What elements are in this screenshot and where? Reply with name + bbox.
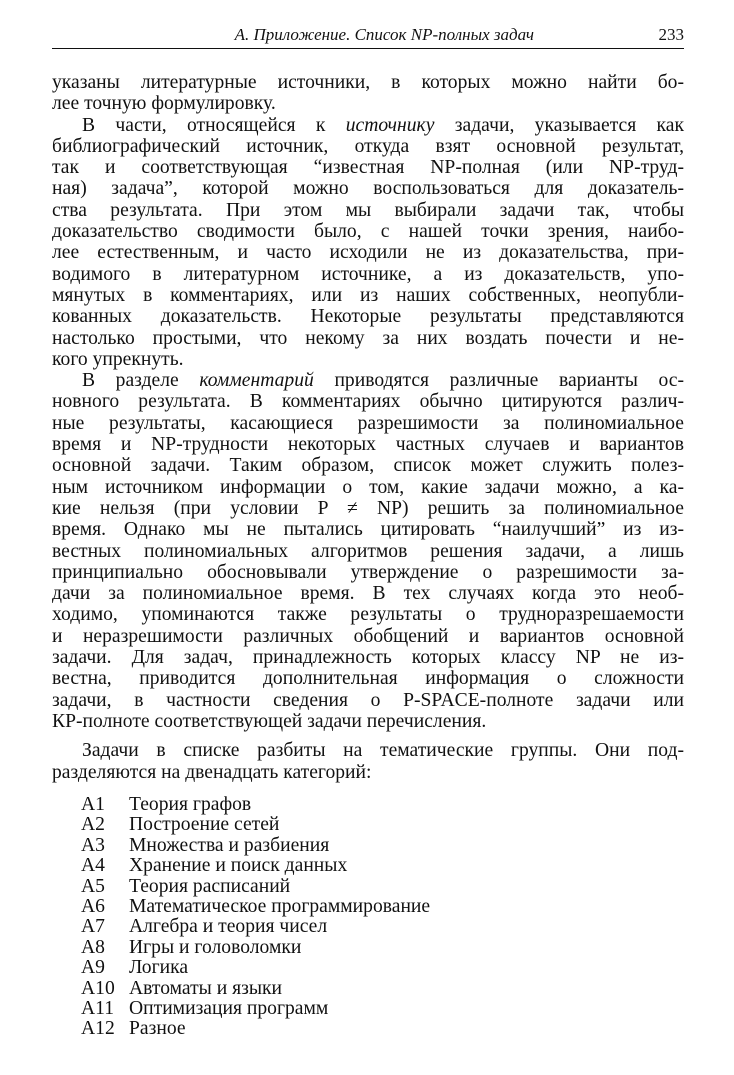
text-line: водимого в литературном источнике, а из доказательств, упо- (52, 263, 684, 285)
text-line: ные результаты, касающиеся разрешимости за полиномиальное (52, 412, 684, 434)
category-code: A8 (81, 936, 105, 958)
text-line: ным источником информации о том, какие задачи можно, а ка- (52, 476, 684, 498)
term-comment: комментарий (199, 370, 314, 392)
text-line: настолько простыми, что некому за них воздать почести и не- (52, 327, 684, 349)
text-line: принципиально обосновывали утверждение о разрешимости за- (52, 561, 684, 583)
text-line: ства результата. При этом мы выбирали задачи так, чтобы (52, 199, 684, 221)
category-code: A9 (81, 957, 105, 979)
list-item (81, 917, 430, 937)
text-line: дачи за полиномиальное время. В тех случаях когда это необ- (52, 583, 684, 605)
category-label: Игры и головоломки (129, 936, 302, 958)
text-span: В части, относящейся к (82, 114, 326, 136)
category-list (81, 795, 430, 1040)
category-label: Построение сетей (129, 814, 280, 836)
page-number: 233 (658, 25, 684, 44)
list-item (81, 856, 430, 876)
list-item (81, 958, 430, 978)
list-item (81, 999, 430, 1019)
text-line: доказательство сводимости было, с нашей точки зрения, наибо- (52, 221, 684, 243)
list-item (81, 1019, 430, 1039)
category-code: A2 (81, 814, 105, 836)
list-item (81, 979, 430, 999)
running-title: А. Приложение. Список NP-полных задач (234, 25, 534, 44)
text-line: кованных доказательств. Некоторые результаты представляются (52, 306, 684, 328)
category-code: A6 (81, 896, 105, 918)
text-span: приводятся различные варианты ос- (334, 370, 684, 392)
category-label: Математическое программирование (129, 896, 431, 918)
text-line: время и NP-трудности некоторых частных случаев и вариантов (52, 434, 684, 456)
category-label: Теория графов (129, 794, 252, 815)
category-code: A1 (81, 794, 105, 815)
list-item (81, 795, 430, 815)
text-line: задачи. Для задач, принадлежность которых классу NP не из- (52, 647, 684, 669)
category-label: Разное (129, 1018, 186, 1040)
text-line: основной задачи. Таким образом, список может служить полез- (52, 455, 684, 477)
text-line: Задачи в списке разбиты на тематические группы. Они под- (82, 740, 684, 762)
category-label: Логика (129, 957, 189, 979)
text-span: В разделе (82, 370, 179, 392)
category-label: Множества и разбиения (129, 834, 330, 856)
text-line: вестных полиномиальных алгоритмов решения задачи, а лишь (52, 540, 684, 562)
category-label: Алгебра и теория чисел (129, 916, 328, 938)
term-source: источнику (345, 114, 435, 136)
text-line: задачи, в частности сведения о P-SPACE-полноте задачи или (52, 689, 684, 711)
category-label: Хранение и поиск данных (129, 855, 348, 877)
text-line: кие нельзя (при условии P ≠ NP) решить за полиномиальное (52, 497, 684, 519)
text-line: мянутых в комментариях, или из наших собственных, неопубли- (52, 284, 684, 306)
category-label: Оптимизация программ (129, 998, 329, 1020)
category-label: Теория расписаний (129, 875, 291, 897)
paragraph-first-line (52, 115, 684, 136)
text-line: ходимо, упоминаются также результаты о трудноразрешаемости (52, 604, 684, 626)
text-line: КР-полноте соответствующей задачи перечисления. (52, 710, 487, 732)
text-span: задачи, указывается как (454, 114, 684, 136)
category-code: A12 (81, 1018, 115, 1040)
category-code: A10 (81, 977, 115, 999)
text-line: так и соответствующая “известная NP-полная (или NP-труд- (52, 157, 684, 179)
list-item (81, 877, 430, 897)
category-label: Автоматы и языки (129, 977, 283, 999)
paragraph-first-line (52, 370, 684, 391)
list-item (81, 815, 430, 835)
text-line: лее естественным, и часто исходили не из доказательства, при- (52, 242, 684, 264)
text-line: время. Однако мы не пытались цитировать “наилучший” из из- (52, 519, 684, 541)
text-line: ная) задача”, которой можно воспользоваться для доказатель- (52, 178, 684, 200)
text-line: разделяются на двенадцать категорий: (52, 761, 372, 783)
body-text (52, 72, 684, 783)
category-code: A4 (81, 855, 105, 877)
category-code: A11 (81, 998, 115, 1020)
text-line: кого упрекнуть. (52, 348, 184, 370)
category-code: A3 (81, 834, 105, 856)
list-item (81, 897, 430, 917)
text-line: и неразрешимости различных обобщений и вариантов основной (52, 625, 684, 647)
list-item (81, 836, 430, 856)
text-line: лее точную формулировку. (52, 93, 276, 115)
running-header (52, 24, 684, 49)
category-code: A5 (81, 875, 105, 897)
text-line: библиографический источник, откуда взят основной результат, (52, 135, 684, 157)
text-line: вестна, приводится дополнительная информация о сложности (52, 668, 684, 690)
list-item (81, 938, 430, 958)
text-line: новного результата. В комментариях обычно цитируются различ- (52, 391, 684, 413)
text-line: указаны литературные источники, в которых можно найти бо- (52, 72, 684, 93)
category-code: A7 (81, 916, 105, 938)
